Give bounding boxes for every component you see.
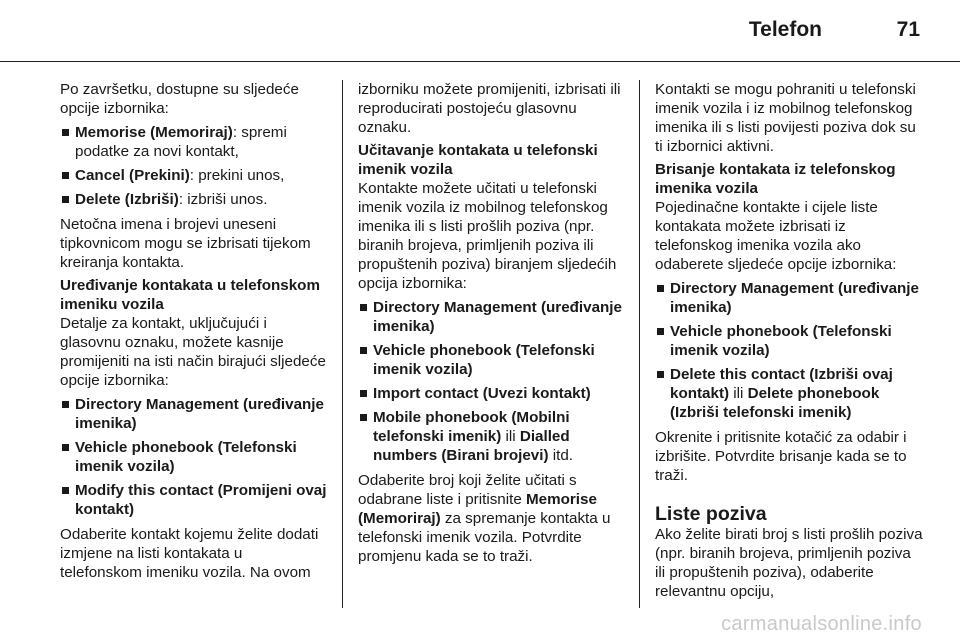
paragraph: Netočna imena i brojevi uneseni tipkovnicom mogu se izbrisati tijekom kreiranja kontakta. — [60, 216, 311, 271]
paragraph: izborniku možete promijeniti, izbrisati ili reproducirati postojeću glasovnu oznaku. — [358, 81, 621, 136]
list-item: Delete this contact (Izbriši ovaj kontakt) ili Delete phonebook (Izbriši telefonski imenik) — [655, 365, 923, 422]
column-2 — [358, 80, 626, 570]
column-divider-1 — [342, 80, 343, 608]
paragraph: Kontakti se mogu pohraniti u telefonski imenik vozila i iz mobilnog telefonskog imenika ili s listi povijesti poziva dok su ti izbornici aktivni. — [655, 81, 916, 155]
menu-path-list — [655, 279, 923, 422]
watermark: carmanualsonline.info — [721, 613, 922, 635]
list-item: Import contact (Uvezi kontakt) — [358, 384, 626, 403]
header-divider — [0, 61, 960, 62]
list-item: Modify this contact (Promijeni ovaj kontakt) — [60, 481, 328, 519]
menu-path-list — [60, 395, 328, 519]
subheading: Brisanje kontakata iz telefonskog imenika vozila — [655, 161, 896, 197]
menu-path-list — [358, 298, 626, 465]
options-list — [60, 123, 328, 209]
section-heading: Liste poziva — [655, 503, 767, 525]
list-item: Cancel (Prekini): prekini unos, — [60, 166, 328, 185]
section-title: Telefon — [748, 18, 822, 41]
paragraph: Pojedinačne kontakte i cijele liste kontakata možete izbrisati iz telefonskog imenika vozila ako odaberete sljedeće opcije izbornika: — [655, 199, 897, 273]
list-item: Vehicle phonebook (Telefonski imenik vozila) — [655, 322, 923, 360]
paragraph: Ako želite birati broj s listi prošlih poziva (npr. biranih brojeva, primljenih poziva ili propuštenih poziva), odaberite relevantnu opciju, — [655, 526, 923, 600]
list-item: Directory Management (uređivanje imenika) — [655, 279, 923, 317]
list-item: Directory Management (uređivanje imenika) — [60, 395, 328, 433]
paragraph: Odaberite kontakt kojemu želite dodati izmjene na listi kontakata u telefonskom imeniku vozila. Na ovom — [60, 526, 319, 581]
column-1 — [60, 80, 328, 586]
list-item: Memorise (Memoriraj): spremi podatke za novi kontakt, — [60, 123, 328, 161]
list-item: Delete (Izbriši): izbriši unos. — [60, 190, 328, 209]
list-item: Vehicle phonebook (Telefonski imenik vozila) — [60, 438, 328, 476]
page-number: 71 — [896, 18, 920, 41]
paragraph: Odaberite broj koji želite učitati s odabrane liste i pritisnite Memorise (Memoriraj) za spremanje kontakta u telefonski imenik vozila. Potvrdite promjenu kada se to traži. — [358, 472, 611, 565]
paragraph: Okrenite i pritisnite kotačić za odabir i izbrišite. Potvrdite brisanje kada se to traži. — [655, 429, 907, 484]
list-item: Vehicle phonebook (Telefonski imenik vozila) — [358, 341, 626, 379]
paragraph: Po završetku, dostupne su sljedeće opcije izbornika: — [60, 81, 299, 117]
list-item: Mobile phonebook (Mobilni telefonski imenik) ili Dialled numbers (Birani brojevi) itd. — [358, 408, 626, 465]
column-divider-2 — [639, 80, 640, 608]
paragraph: Detalje za kontakt, uključujući i glasovnu oznaku, možete kasnije promijeniti na isti način birajući sljedeće opcije izbornika: — [60, 315, 326, 389]
paragraph: Kontakte možete učitati u telefonski imenik vozila iz mobilnog telefonskog imenika ili s listi prošlih poziva (npr. biranih brojeva, primljenih poziva ili propuštenih poziva) biranjem sljedećih opcija izbornika: — [358, 180, 617, 292]
column-3 — [655, 80, 923, 605]
subheading: Uređivanje kontakata u telefonskom imeniku vozila — [60, 277, 320, 313]
list-item: Directory Management (uređivanje imenika) — [358, 298, 626, 336]
subheading: Učitavanje kontakata u telefonski imenik vozila — [358, 142, 598, 178]
